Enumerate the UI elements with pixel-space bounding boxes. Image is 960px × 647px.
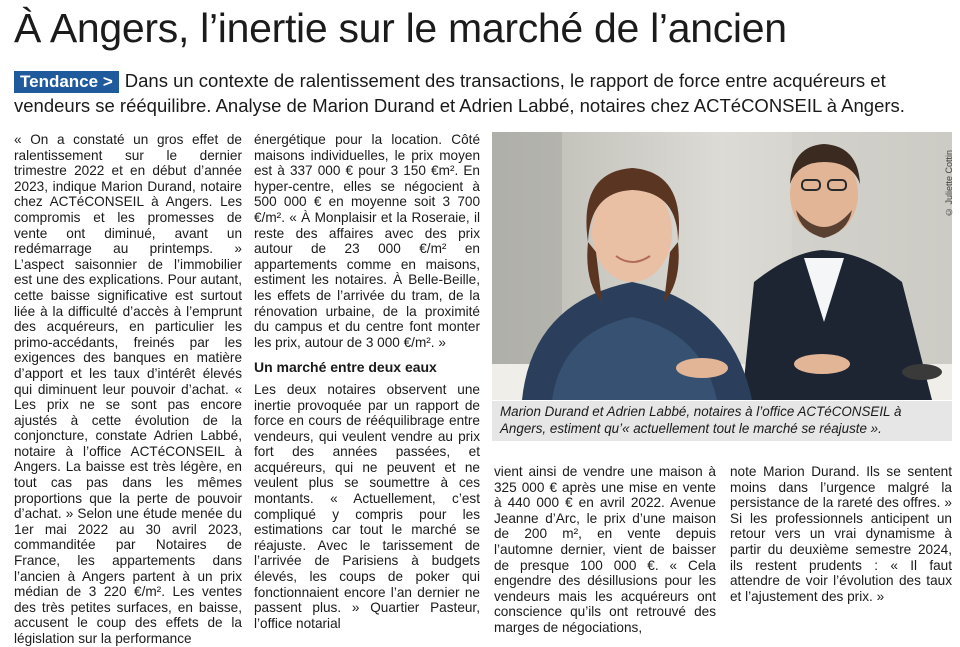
photo-illustration xyxy=(492,132,952,400)
column-3-text: vient ainsi de vendre une maison à 325 000 € après une mise en vente à 440 000 € en avril 2022. Avenue Jeanne d’Arc, le prix d’une maison de 200 m², en vente depuis l’automne dernier, vient de baisser de presque 100 000 €. « Cela engendre des désillusions pour les vendeurs mais les acquéreurs ont conscience qu’ils ont retrouvé des marges de négociations, xyxy=(494,464,716,635)
standfirst-text: Dans un contexte de ralentissement des transactions, le rapport de force entre acquéreurs et vendeurs se rééquilibre. Analyse de Marion Durand et Adrien Labbé, notaires chez ACTéCONSEIL à Angers. xyxy=(14,70,905,116)
tag-label: Tendance > xyxy=(14,71,119,93)
column-2 xyxy=(254,132,480,631)
column-2-text-a: énergétique pour la location. Côté maisons individuelles, le prix moyen est à 337 000 € pour 3 150 €m². En hyper-centre, elles se négocient à 500 000 € en moyenne soit 3 700 €/m². « À Monplaisir et la Roseraie, il reste des affaires avec des prix autour de 23 000 €/m² en appartements comme en maisons, estiment les notaires. À Belle-Beille, les effets de l’arrivée du tram, de la rénovation urbaine, de la proximité du campus et du centre font monter les prix, autour de 3 000 €/m². » xyxy=(254,132,480,350)
section-subhead: Un marché entre deux eaux xyxy=(254,359,437,376)
photo-caption: Marion Durand et Adrien Labbé, notaires à l’office ACTéCONSEIL à Angers, estiment qu’« actuellement tout le marché se réajuste ». xyxy=(492,401,952,441)
column-1 xyxy=(14,132,242,647)
headline: À Angers, l’inertie sur le marché de l’ancien xyxy=(14,5,787,51)
column-2-text-b: Les deux notaires observent une inertie provoquée par un rapport de force en cours de rééquilibrage entre vendeurs, qui veulent vendre au prix fort des années passées, et acquéreurs, qui ne peuvent et ne veulent plus se soumettre à ces montants. « Actuellement, c’est compliqué y compris pour les estimations car tout le marché se réajuste. Avec le tarissement de l’arrivée de Parisiens à budgets élevés, les coups de poker qui fonctionnaient encore l’an dernier ne passent plus. » Quartier Pasteur, l’office notarial xyxy=(254,381,480,631)
column-3 xyxy=(494,464,716,636)
column-1-text: « On a constaté un gros effet de ralentissement sur le dernier trimestre 2022 et en début d’année 2023, indique Marion Durand, notaire chez ACTéCONSEIL à Angers. Les compromis et les promesses de vente ont diminué, avant un redémarrage au printemps. » L’aspect saisonnier de l’immobilier est une des explications. Pour autant, cette baisse significative est surtout liée à la difficulté d’accès à l’emprunt des acquéreurs, en particulier les primo-accédants, freinés par les exigences des banques en matière d’apport et les taux d’intérêt élevés qui diminuent leur pouvoir d’achat. « Les prix ne se sont pas encore ajustés à cette évolution de la conjoncture, constate Adrien Labbé, notaire à l’office ACTéCONSEIL à Angers. La baisse est très légère, en tout cas pas dans les mêmes proportions que la perte de pouvoir d’achat. » Selon une étude menée du 1er mai 2022 au 30 avril 2023, commanditée par Notaires de France, les appartements dans l’ancien à Angers partent à un prix médian de 3 220 €/m². Les ventes des très petites surfaces, en baisse, accusent le coup des effets de la législation sur la performance xyxy=(14,132,242,646)
column-4-text: note Marion Durand. Ils se sentent moins dans l’urgence malgré la persistance de la rareté des offres. » Si les professionnels anticipent un retour vers un vrai dynamisme à partir du deuxième semestre 2024, ils restent prudents : « Il faut attendre de voir l’évolution des taux et l’ajustement des prix. » xyxy=(730,464,952,604)
photo-credit: © Juliette Cottin xyxy=(944,150,954,218)
notaries-photo xyxy=(492,132,952,400)
standfirst xyxy=(14,68,950,118)
column-4 xyxy=(730,464,952,604)
